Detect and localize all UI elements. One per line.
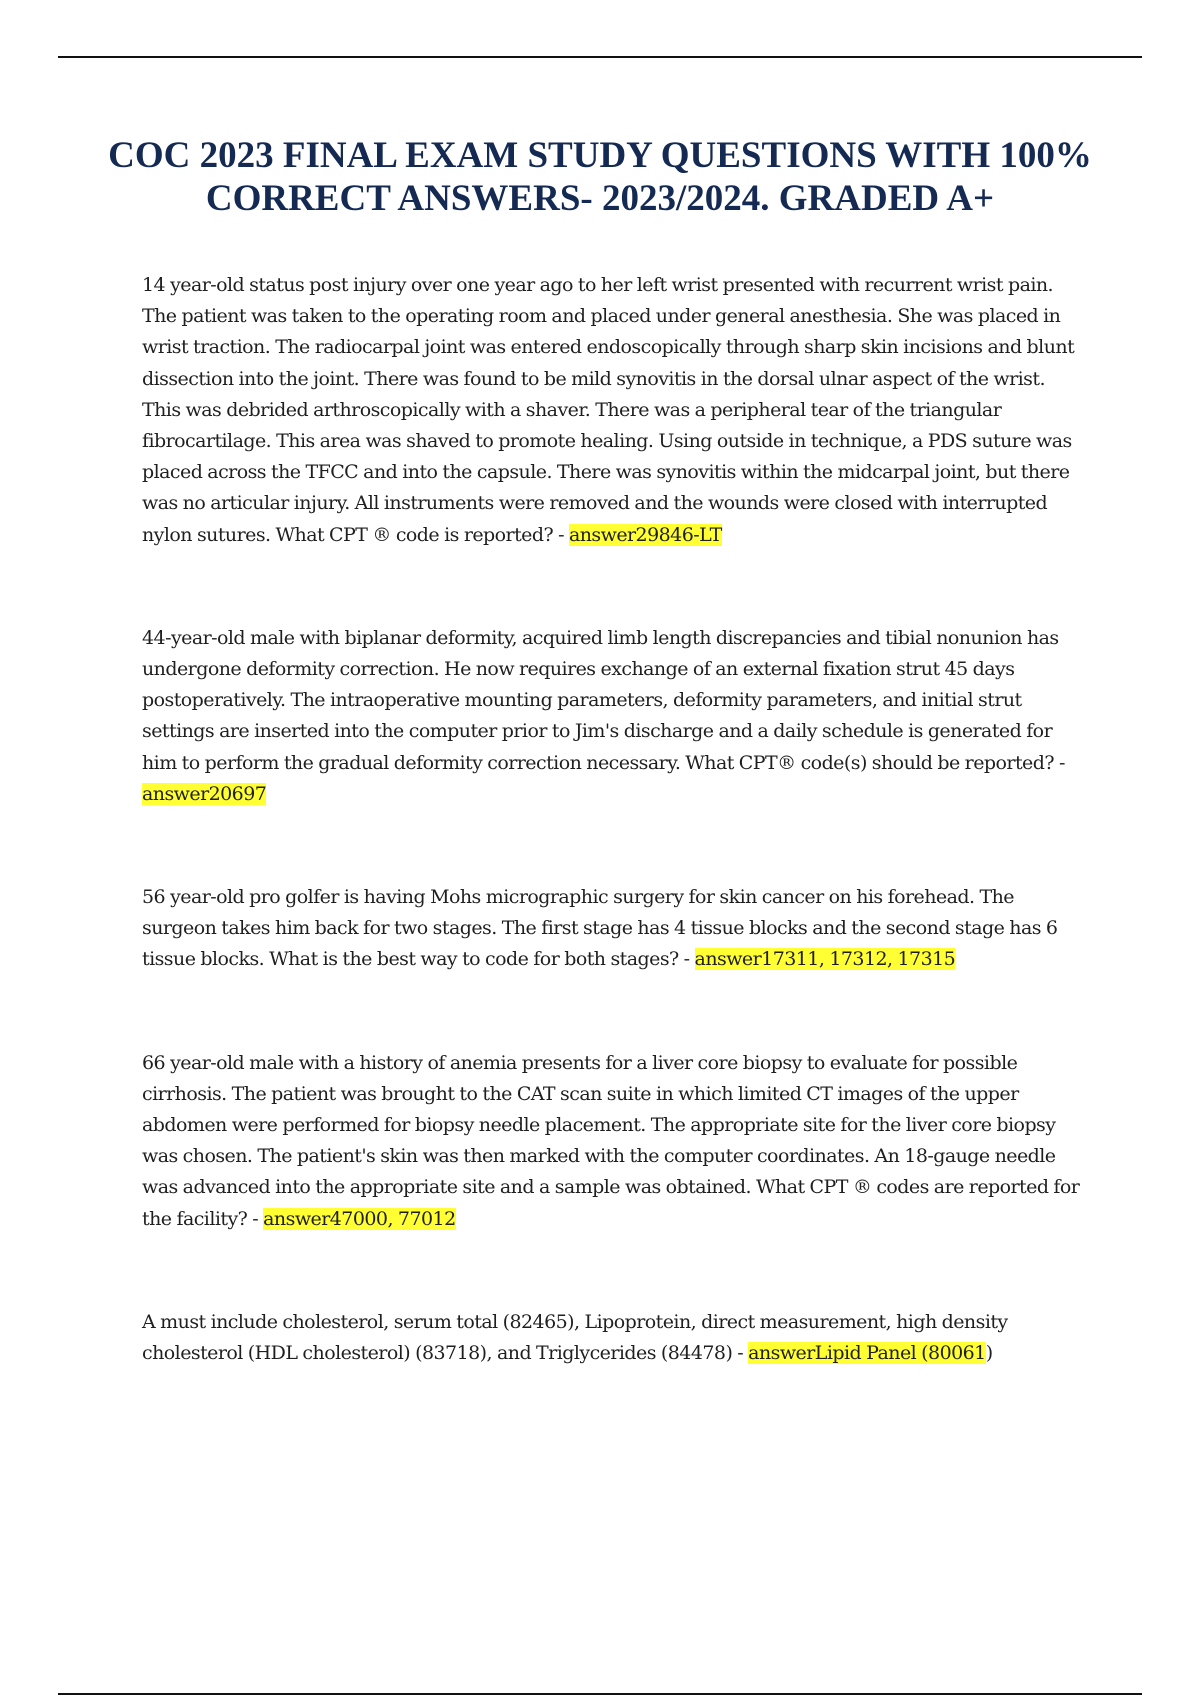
answer-highlight: answer17311, 17312, 17315: [694, 948, 956, 971]
top-rule: [58, 56, 1142, 58]
question-text: A must include cholesterol, serum total (82465), Lipoprotein, direct measurement, high density cholesterol (HDL cholesterol) (83718), and Triglycerides (84478) -: [142, 1310, 1008, 1365]
qa-item-1: [142, 270, 1082, 551]
question-text: 44-year-old male with biplanar deformity, acquired limb length discrepancies and tibial nonunion has undergone deformity correction. He now requires exchange of an external fixation strut 45 days postoperatively. The intraoperative mounting parameters, deformity parameters, and initial strut settings are inserted into the computer prior to Jim's discharge and a daily schedule is generated for him to perform the gradual deformity correction necessary. What CPT® code(s) should be reported? -: [142, 626, 1065, 774]
answer-highlight: answer29846-LT: [568, 523, 722, 546]
qa-item-4: [142, 1048, 1082, 1235]
answer-suffix: ): [985, 1342, 993, 1365]
answer-highlight: answer20697: [142, 782, 267, 805]
qa-item-3: [142, 882, 1082, 976]
qa-item-5: [142, 1307, 1082, 1369]
document-title: COC 2023 FINAL EXAM STUDY QUESTIONS WITH 100% CORRECT ANSWERS- 2023/2024. GRADED A+: [108, 135, 1092, 219]
answer-highlight: answer47000, 77012: [263, 1207, 456, 1230]
qa-list: [142, 270, 1082, 1369]
qa-item-2: [142, 623, 1082, 810]
bottom-rule: [58, 1693, 1142, 1695]
answer-highlight: answerLipid Panel (80061: [748, 1342, 986, 1365]
question-text: 14 year-old status post injury over one year ago to her left wrist presented with recurrent wrist pain. The patient was taken to the operating room and placed under general anesthesia. She was placed in wrist traction. The radiocarpal joint was entered endoscopically through sharp skin incisions and blunt dissection into the joint. There was found to be mild synovitis in the dorsal ulnar aspect of the wrist. This was debrided arthroscopically with a shaver. There was a peripheral tear of the triangular fibrocartilage. This area was shaved to promote healing. Using outside in technique, a PDS suture was placed across the TFCC and into the capsule. There was synovitis within the midcarpal joint, but there was no articular injury. All instruments were removed and the wounds were closed with interrupted nylon sutures. What CPT ® code is reported? -: [142, 274, 1075, 546]
question-text: 56 year-old pro golfer is having Mohs micrographic surgery for skin cancer on his forehead. The surgeon takes him back for two stages. The first stage has 4 tissue blocks and the second stage has 6 tissue blocks. What is the best way to code for both stages? -: [142, 886, 1058, 971]
question-text: 66 year-old male with a history of anemia presents for a liver core biopsy to evaluate for possible cirrhosis. The patient was brought to the CAT scan suite in which limited CT images of the upper abdomen were performed for biopsy needle placement. The appropriate site for the liver core biopsy was chosen. The patient's skin was then marked with the computer coordinates. An 18-gauge needle was advanced into the appropriate site and a sample was obtained. What CPT ® codes are reported for the facility? -: [142, 1051, 1080, 1230]
